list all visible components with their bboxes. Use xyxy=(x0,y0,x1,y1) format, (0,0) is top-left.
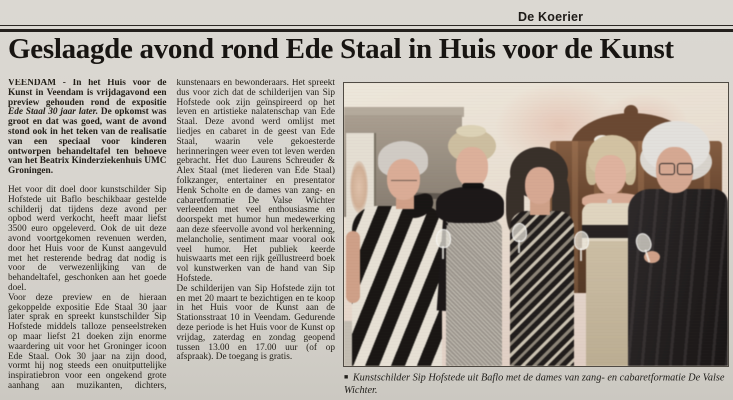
photo-grain-overlay xyxy=(344,83,728,366)
article-photo-block xyxy=(343,82,729,397)
photo-scene xyxy=(344,83,728,366)
article-lead xyxy=(8,79,167,177)
header-rule xyxy=(0,29,733,32)
newspaper-name: De Koerier xyxy=(518,10,584,24)
caption-text: Kunstschilder Sip Hofstede uit Baflo met de dames van zang- en cabaretformatie De Valse Wichter. xyxy=(344,372,725,396)
article-body xyxy=(8,79,335,399)
article-paragraph-2: Voor deze preview en de hieraan gekoppelde expositie Ede Staal 30 jaar later sprak en spreekt kunstschilder Sip Hofstede middels talloze penseelstreken op maar liefst 21 doeken zijn enorme waardering uit voor het Groninger icoon Ede Staal. Ook 30 jaar na zijn dood, vormt hij nog steeds een onuitputtelijke inspiratiebron voor een ongekend grote aanhang aan muzikanten, dichters, kunstenaars en bewonderaars. Het spreekt dus voor zich dat de schilderijen van Sip Hofstede ook zijn geïnspireerd op het leven en artistieke nalatenschap van Ede Staal. Deze avond werd omlijst met liedjes en cabaret in de geest van Ede Staal, waarin vele gekoesterde herinneringen weer even tot leven werden gebracht. Het duo Laurens Schreuder & Alex Staal (met liederen van Ede Staal) folkzanger, entertainer en presentator Henk Scholte en de dames van zang- en cabaretformatie De Valse Wichter verleenden met veel enthousiasme en doorspekt met humor hun medewerking aan deze sfeervolle avond vol herkenning, melancholie, sentiment maar vooral ook veel humor. Het publiek keerde huiswaarts met een rijk geïllustreerd boek vol kunstwerken van de hand van Sip Hofstede. xyxy=(8,79,335,391)
masthead-row xyxy=(0,0,733,26)
event-photo xyxy=(343,82,729,367)
lead-exhibition-title: Ede Staal 30 jaar later. xyxy=(8,107,99,118)
lead-text-end: De opkomst was groot en dat was goed, want de avond stond ook in het teken van de realisatie van een speciaal voor kinderen ontworpen behandeltafel ten behoeve van het Beatrix Kinderziekenhuis UMC Groningen. xyxy=(8,107,167,177)
article-headline: Geslaagde avond rond Ede Staal in Huis voor de Kunst xyxy=(8,33,674,65)
photo-caption xyxy=(344,371,729,397)
lead-text-start: VEENDAM - In het Huis voor de Kunst in Veendam is vrijdagavond een preview gehouden rond de expositie xyxy=(8,79,167,108)
article-paragraph-3: De schilderijen van Sip Hofstede zijn tot en met 20 maart te bezichtigen en te koop in het Huis voor de Kunst aan de Stationsstraat 10 in Veendam. Gedurende deze periode is het Huis voor de Kunst op vrijdag, zaterdag en zondag geopend tussen 13.00 en 17.00 uur (of op afspraak). De toegang is gratis. xyxy=(176,283,335,363)
article-paragraph-1: Het voor dit doel door kunstschilder Sip Hofstede uit Baflo beschikbaar gestelde schilderij dat tijdens deze avond per opbod werd verkocht, heeft maar liefst 3500 euro opgeleverd. Ook de uit deze avond voortgekomen revenuen werden, door het Huis voor de Kunst aangevuld met het resterende bedrag dat nodig is voor de verwezenlijking van de behandeltafel, geschonken aan het goede doel. xyxy=(8,184,167,293)
caption-square-marker: ■ xyxy=(344,373,351,381)
